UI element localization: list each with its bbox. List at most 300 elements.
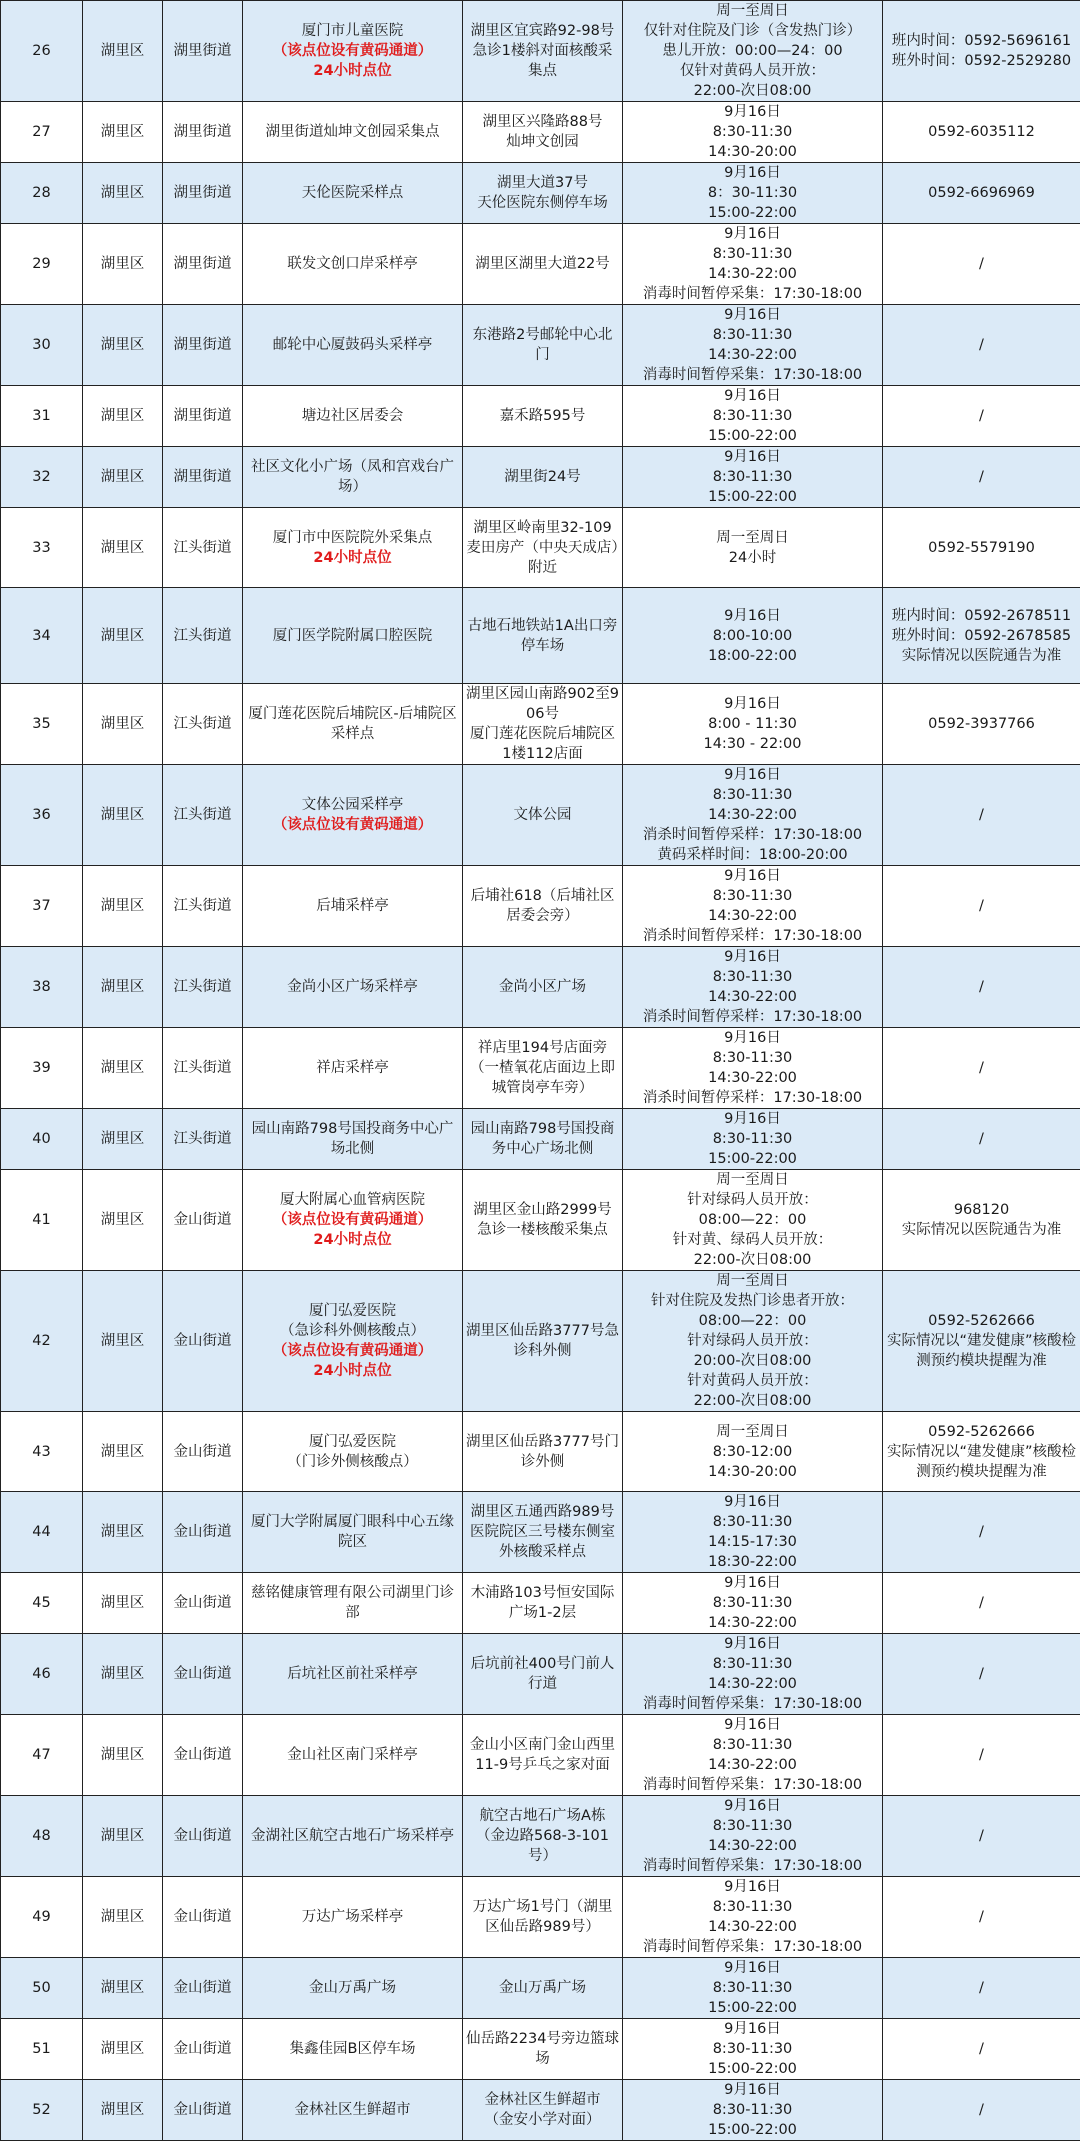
- site-name-line: 湖里街道灿坤文创园采集点: [246, 122, 459, 142]
- address-cell: [463, 1796, 623, 1877]
- site-name-cell: [243, 1109, 463, 1170]
- site-name-line: 金山社区南门采样亭: [246, 1745, 459, 1765]
- site-name-cell: [243, 1412, 463, 1492]
- table-row: [1, 224, 1080, 305]
- district-cell: 湖里区: [83, 1958, 163, 2019]
- opening-time-line: 消杀时间暂停采样：17:30-18:00: [626, 1088, 879, 1108]
- street-cell: 江头街道: [163, 1109, 243, 1170]
- opening-time-line: 15:00-22:00: [626, 2120, 879, 2140]
- district-cell: 湖里区: [83, 1573, 163, 1634]
- district-cell: 湖里区: [83, 224, 163, 305]
- site-name-line: 联发文创口岸采样亭: [246, 254, 459, 274]
- opening-time-line: 9月16日: [626, 1573, 879, 1593]
- address-line: 后坑前社400号门前人行道: [466, 1654, 619, 1694]
- contact-phone-cell: [883, 1170, 1080, 1271]
- opening-time-line: 18:00-22:00: [626, 646, 879, 666]
- address-cell: [463, 224, 623, 305]
- contact-phone-line: /: [886, 2100, 1077, 2120]
- row-number-cell: 41: [1, 1170, 83, 1271]
- site-name-cell: [243, 386, 463, 447]
- address-cell: [463, 1492, 623, 1573]
- site-name-line: 厦门莲花医院后埔院区-后埔院区采样点: [246, 704, 459, 744]
- site-name-line: 金林社区生鲜超市: [246, 2100, 459, 2120]
- table-row: [1, 1958, 1080, 2019]
- contact-phone-cell: [883, 224, 1080, 305]
- district-cell: 湖里区: [83, 163, 163, 224]
- address-line: 湖里区兴隆路88号: [466, 112, 619, 132]
- opening-time-line: 15:00-22:00: [626, 487, 879, 507]
- address-line: 航空古地石广场A栋: [466, 1806, 619, 1826]
- opening-time-cell: [623, 1877, 883, 1958]
- opening-time-cell: [623, 1958, 883, 2019]
- opening-time-line: 22:00-次日08:00: [626, 81, 879, 101]
- street-cell: 金山街道: [163, 1877, 243, 1958]
- opening-time-line: 9月16日: [626, 694, 879, 714]
- street-cell: 金山街道: [163, 1492, 243, 1573]
- opening-time-line: 9月16日: [626, 1715, 879, 1735]
- address-cell: [463, 947, 623, 1028]
- address-cell: [463, 1877, 623, 1958]
- opening-time-line: 8:30-11:30: [626, 2100, 879, 2120]
- contact-phone-line: /: [886, 805, 1077, 825]
- site-name-line: 厦大附属心血管病医院: [246, 1190, 459, 1210]
- district-cell: 湖里区: [83, 1634, 163, 1715]
- opening-time-line: 周一至周日: [626, 1170, 879, 1190]
- site-name-cell: [243, 1271, 463, 1412]
- opening-time-line: 22:00-次日08:00: [626, 1250, 879, 1270]
- contact-phone-line: 0592-6696969: [886, 183, 1077, 203]
- contact-phone-cell: [883, 588, 1080, 684]
- table-row: [1, 1109, 1080, 1170]
- site-name-cell: [243, 1, 463, 102]
- table-row: [1, 1, 1080, 102]
- site-name-line: 厦门医学院附属口腔医院: [246, 626, 459, 646]
- table-row: [1, 102, 1080, 163]
- site-name-cell: [243, 2019, 463, 2080]
- opening-time-line: 9月16日: [626, 386, 879, 406]
- address-cell: [463, 2019, 623, 2080]
- opening-time-line: 8:30-12:00: [626, 1442, 879, 1462]
- district-cell: 湖里区: [83, 1715, 163, 1796]
- contact-phone-line: 班外时间：0592-2529280: [886, 51, 1077, 71]
- table-row: [1, 1715, 1080, 1796]
- contact-phone-line: /: [886, 1058, 1077, 1078]
- contact-phone-line: /: [886, 335, 1077, 355]
- contact-phone-line: 0592-5579190: [886, 538, 1077, 558]
- opening-time-cell: [623, 1492, 883, 1573]
- opening-time-line: 15:00-22:00: [626, 1149, 879, 1169]
- opening-time-cell: [623, 102, 883, 163]
- opening-time-line: 9月16日: [626, 866, 879, 886]
- opening-time-line: 9月16日: [626, 102, 879, 122]
- opening-time-line: 消毒时间暂停采集：17:30-18:00: [626, 1937, 879, 1957]
- table-row: [1, 1492, 1080, 1573]
- opening-time-cell: [623, 765, 883, 866]
- opening-time-line: 8:30-11:30: [626, 244, 879, 264]
- contact-phone-cell: [883, 1028, 1080, 1109]
- table-row: [1, 1271, 1080, 1412]
- row-number-cell: 31: [1, 386, 83, 447]
- address-line: 金尚小区广场: [466, 977, 619, 997]
- site-name-line: 厦门弘爱医院: [246, 1432, 459, 1452]
- address-cell: [463, 1634, 623, 1715]
- street-cell: 江头街道: [163, 1028, 243, 1109]
- site-name-line: （急诊科外侧核酸点）: [246, 1321, 459, 1341]
- site-name-cell: [243, 1492, 463, 1573]
- opening-time-line: 消毒时间暂停采集：17:30-18:00: [626, 1694, 879, 1714]
- address-cell: [463, 866, 623, 947]
- contact-phone-cell: [883, 765, 1080, 866]
- opening-time-line: 9月16日: [626, 947, 879, 967]
- address-cell: [463, 1109, 623, 1170]
- opening-time-line: 14:30-22:00: [626, 1917, 879, 1937]
- address-line: 古地石地铁站1A出口旁停车场: [466, 616, 619, 656]
- site-name-line: 24小时点位: [246, 1230, 459, 1250]
- address-cell: [463, 1, 623, 102]
- opening-time-line: 周一至周日: [626, 1422, 879, 1442]
- opening-time-line: 22:00-次日08:00: [626, 1391, 879, 1411]
- opening-time-cell: [623, 866, 883, 947]
- address-cell: [463, 102, 623, 163]
- street-cell: 湖里街道: [163, 305, 243, 386]
- opening-time-line: 消杀时间暂停采样：17:30-18:00: [626, 1007, 879, 1027]
- row-number-cell: 26: [1, 1, 83, 102]
- opening-time-line: 9月16日: [626, 1028, 879, 1048]
- contact-phone-cell: [883, 447, 1080, 508]
- site-name-cell: [243, 224, 463, 305]
- district-cell: 湖里区: [83, 1, 163, 102]
- table-row: [1, 1796, 1080, 1877]
- contact-phone-cell: [883, 1715, 1080, 1796]
- row-number-cell: 37: [1, 866, 83, 947]
- street-cell: 湖里街道: [163, 102, 243, 163]
- district-cell: 湖里区: [83, 447, 163, 508]
- table-row: [1, 305, 1080, 386]
- row-number-cell: 35: [1, 684, 83, 765]
- site-name-cell: [243, 1877, 463, 1958]
- address-line: 金林社区生鲜超市: [466, 2090, 619, 2110]
- address-cell: [463, 447, 623, 508]
- table-row: [1, 947, 1080, 1028]
- opening-time-line: 8:00-10:00: [626, 626, 879, 646]
- opening-time-line: 14:30-22:00: [626, 1836, 879, 1856]
- site-name-line: 慈铭健康管理有限公司湖里门诊部: [246, 1583, 459, 1623]
- opening-time-line: 14:30-20:00: [626, 142, 879, 162]
- opening-time-line: 8:30-11:30: [626, 1129, 879, 1149]
- opening-time-line: 14:30-22:00: [626, 906, 879, 926]
- address-line: 仙岳路2234号旁边篮球场: [466, 2029, 619, 2069]
- table-row: [1, 386, 1080, 447]
- district-cell: 湖里区: [83, 508, 163, 588]
- row-number-cell: 28: [1, 163, 83, 224]
- opening-time-cell: [623, 305, 883, 386]
- opening-time-line: 9月16日: [626, 163, 879, 183]
- opening-time-cell: [623, 1028, 883, 1109]
- table-row: [1, 508, 1080, 588]
- opening-time-line: 8:30-11:30: [626, 1654, 879, 1674]
- site-name-cell: [243, 1573, 463, 1634]
- opening-time-line: 针对住院及发热门诊患者开放：: [626, 1291, 879, 1311]
- row-number-cell: 48: [1, 1796, 83, 1877]
- district-cell: 湖里区: [83, 1412, 163, 1492]
- table-row: [1, 588, 1080, 684]
- site-name-line: 厦门弘爱医院: [246, 1301, 459, 1321]
- street-cell: 金山街道: [163, 2019, 243, 2080]
- contact-phone-line: 实际情况以“建发健康”核酸检测预约模块提醒为准: [886, 1442, 1077, 1482]
- address-cell: [463, 1958, 623, 2019]
- contact-phone-cell: [883, 1877, 1080, 1958]
- opening-time-line: 针对黄、绿码人员开放：: [626, 1230, 879, 1250]
- opening-time-line: 8:30-11:30: [626, 406, 879, 426]
- opening-time-cell: [623, 2019, 883, 2080]
- address-line: 灿坤文创园: [466, 132, 619, 152]
- row-number-cell: 36: [1, 765, 83, 866]
- opening-time-line: 14:30-22:00: [626, 264, 879, 284]
- site-name-line: 社区文化小广场（凤和宫戏台广场）: [246, 457, 459, 497]
- address-cell: [463, 386, 623, 447]
- contact-phone-line: /: [886, 1978, 1077, 1998]
- row-number-cell: 34: [1, 588, 83, 684]
- opening-time-line: 消杀时间暂停采样：17:30-18:00: [626, 825, 879, 845]
- contact-phone-line: /: [886, 2039, 1077, 2059]
- street-cell: 金山街道: [163, 1170, 243, 1271]
- contact-phone-cell: [883, 1412, 1080, 1492]
- table-row: [1, 765, 1080, 866]
- contact-phone-cell: [883, 163, 1080, 224]
- site-name-cell: [243, 1796, 463, 1877]
- street-cell: 金山街道: [163, 1796, 243, 1877]
- site-name-line: 厦门市中医院院外采集点: [246, 528, 459, 548]
- opening-time-cell: [623, 224, 883, 305]
- contact-phone-line: /: [886, 1826, 1077, 1846]
- district-cell: 湖里区: [83, 588, 163, 684]
- opening-time-line: 消毒时间暂停采集：17:30-18:00: [626, 1856, 879, 1876]
- contact-phone-line: 班内时间：0592-2678511: [886, 606, 1077, 626]
- opening-time-line: 14:30-22:00: [626, 1755, 879, 1775]
- site-name-cell: [243, 684, 463, 765]
- opening-time-line: 15:00-22:00: [626, 203, 879, 223]
- row-number-cell: 42: [1, 1271, 83, 1412]
- opening-time-line: 08:00—22：00: [626, 1210, 879, 1230]
- district-cell: 湖里区: [83, 1492, 163, 1573]
- address-line: 湖里区五通西路989号: [466, 1502, 619, 1522]
- contact-phone-cell: [883, 1634, 1080, 1715]
- opening-time-line: 周一至周日: [626, 1, 879, 21]
- address-cell: [463, 588, 623, 684]
- opening-time-line: 14:30-22:00: [626, 1613, 879, 1633]
- opening-time-line: 8:30-11:30: [626, 1978, 879, 1998]
- site-name-line: 邮轮中心厦鼓码头采样亭: [246, 335, 459, 355]
- site-name-line: （该点位设有黄码通道）: [246, 41, 459, 61]
- site-name-line: 24小时点位: [246, 548, 459, 568]
- street-cell: 江头街道: [163, 508, 243, 588]
- address-cell: [463, 1170, 623, 1271]
- site-name-cell: [243, 866, 463, 947]
- contact-phone-line: /: [886, 896, 1077, 916]
- site-name-cell: [243, 1634, 463, 1715]
- opening-time-line: 针对黄码人员开放：: [626, 1371, 879, 1391]
- street-cell: 江头街道: [163, 947, 243, 1028]
- site-name-line: 文体公园采样亭: [246, 795, 459, 815]
- opening-time-line: 8：30-11:30: [626, 183, 879, 203]
- contact-phone-line: /: [886, 254, 1077, 274]
- table-row: [1, 684, 1080, 765]
- opening-time-line: 18:30-22:00: [626, 1552, 879, 1572]
- site-name-line: （该点位设有黄码通道）: [246, 1341, 459, 1361]
- row-number-cell: 29: [1, 224, 83, 305]
- site-name-line: （该点位设有黄码通道）: [246, 815, 459, 835]
- opening-time-line: 14:30-22:00: [626, 1674, 879, 1694]
- site-name-cell: [243, 1028, 463, 1109]
- row-number-cell: 51: [1, 2019, 83, 2080]
- street-cell: 湖里街道: [163, 224, 243, 305]
- address-cell: [463, 1028, 623, 1109]
- address-line: 东港路2号邮轮中心北门: [466, 325, 619, 365]
- opening-time-line: 8:30-11:30: [626, 967, 879, 987]
- site-name-cell: [243, 1958, 463, 2019]
- site-name-cell: [243, 447, 463, 508]
- opening-time-line: 周一至周日: [626, 1271, 879, 1291]
- opening-time-line: 8:30-11:30: [626, 325, 879, 345]
- contact-phone-line: /: [886, 467, 1077, 487]
- street-cell: 江头街道: [163, 866, 243, 947]
- contact-phone-line: 0592-3937766: [886, 714, 1077, 734]
- table-body: [1, 1, 1080, 2141]
- site-name-line: 厦门市儿童医院: [246, 21, 459, 41]
- contact-phone-cell: [883, 1271, 1080, 1412]
- opening-time-line: 消毒时间暂停采集：17:30-18:00: [626, 1775, 879, 1795]
- site-name-line: 后坑社区前社采样亭: [246, 1664, 459, 1684]
- contact-phone-line: /: [886, 1593, 1077, 1613]
- site-name-cell: [243, 1170, 463, 1271]
- contact-phone-line: /: [886, 1664, 1077, 1684]
- opening-time-cell: [623, 386, 883, 447]
- row-number-cell: 46: [1, 1634, 83, 1715]
- opening-time-cell: [623, 508, 883, 588]
- street-cell: 金山街道: [163, 1634, 243, 1715]
- table-row: [1, 2019, 1080, 2080]
- street-cell: 湖里街道: [163, 447, 243, 508]
- site-name-cell: [243, 2080, 463, 2141]
- site-name-cell: [243, 305, 463, 386]
- site-name-line: 集鑫佳园B区停车场: [246, 2039, 459, 2059]
- opening-time-line: 20:00-次日08:00: [626, 1351, 879, 1371]
- contact-phone-line: /: [886, 1907, 1077, 1927]
- opening-time-line: 8:30-11:30: [626, 785, 879, 805]
- opening-time-line: 9月16日: [626, 1877, 879, 1897]
- address-line: 木浦路103号恒安国际广场1-2层: [466, 1583, 619, 1623]
- site-name-line: 厦门大学附属厦门眼科中心五缘院区: [246, 1512, 459, 1552]
- table-row: [1, 866, 1080, 947]
- street-cell: 金山街道: [163, 2080, 243, 2141]
- district-cell: 湖里区: [83, 1170, 163, 1271]
- address-cell: [463, 1412, 623, 1492]
- row-number-cell: 30: [1, 305, 83, 386]
- address-cell: [463, 2080, 623, 2141]
- street-cell: 金山街道: [163, 1573, 243, 1634]
- opening-time-line: 8:30-11:30: [626, 1816, 879, 1836]
- street-cell: 金山街道: [163, 1958, 243, 2019]
- site-name-line: 祥店采样亭: [246, 1058, 459, 1078]
- address-cell: [463, 1573, 623, 1634]
- opening-time-line: 14:30-22:00: [626, 805, 879, 825]
- contact-phone-line: 968120: [886, 1200, 1077, 1220]
- address-line: 天伦医院东侧停车场: [466, 193, 619, 213]
- district-cell: 湖里区: [83, 1877, 163, 1958]
- address-line: 湖里区宜宾路92-98号: [466, 21, 619, 41]
- opening-time-cell: [623, 947, 883, 1028]
- opening-time-line: 9月16日: [626, 224, 879, 244]
- opening-time-cell: [623, 1109, 883, 1170]
- contact-phone-line: /: [886, 1522, 1077, 1542]
- address-line: 厦门莲花医院后埔院区1楼112店面: [466, 724, 619, 764]
- opening-time-line: 14:30-22:00: [626, 987, 879, 1007]
- street-cell: 金山街道: [163, 1271, 243, 1412]
- opening-time-cell: [623, 588, 883, 684]
- opening-time-line: 针对绿码人员开放：: [626, 1190, 879, 1210]
- district-cell: 湖里区: [83, 1028, 163, 1109]
- address-cell: [463, 1715, 623, 1796]
- opening-time-line: 14:30-22:00: [626, 345, 879, 365]
- street-cell: 湖里街道: [163, 386, 243, 447]
- site-name-line: 金山万禹广场: [246, 1978, 459, 1998]
- contact-phone-cell: [883, 1109, 1080, 1170]
- table-row: [1, 1877, 1080, 1958]
- street-cell: 金山街道: [163, 1412, 243, 1492]
- opening-time-line: 15:00-22:00: [626, 426, 879, 446]
- address-line: 麦田房产（中央天成店）附近: [466, 538, 619, 578]
- opening-time-line: 8:30-11:30: [626, 886, 879, 906]
- address-line: 湖里区金山路2999号: [466, 1200, 619, 1220]
- opening-time-line: 14:30-22:00: [626, 1068, 879, 1088]
- opening-time-line: 14:30 - 22:00: [626, 734, 879, 754]
- opening-time-line: 24小时: [626, 548, 879, 568]
- site-name-line: 园山南路798号国投商务中心广场北侧: [246, 1119, 459, 1159]
- row-number-cell: 49: [1, 1877, 83, 1958]
- opening-time-line: 9月16日: [626, 447, 879, 467]
- opening-time-line: 消杀时间暂停采样：17:30-18:00: [626, 926, 879, 946]
- address-line: （金安小学对面）: [466, 2110, 619, 2130]
- site-name-line: 金尚小区广场采样亭: [246, 977, 459, 997]
- row-number-cell: 44: [1, 1492, 83, 1573]
- row-number-cell: 50: [1, 1958, 83, 2019]
- opening-time-line: 周一至周日: [626, 528, 879, 548]
- address-line: 湖里区岭南里32-109: [466, 518, 619, 538]
- opening-time-line: 15:00-22:00: [626, 1998, 879, 2018]
- district-cell: 湖里区: [83, 2080, 163, 2141]
- site-name-line: 金湖社区航空古地石广场采样亭: [246, 1826, 459, 1846]
- street-cell: 江头街道: [163, 684, 243, 765]
- table-row: [1, 1634, 1080, 1715]
- address-line: 急诊1楼斜对面核酸采集点: [466, 41, 619, 81]
- opening-time-cell: [623, 163, 883, 224]
- opening-time-cell: [623, 1715, 883, 1796]
- contact-phone-line: 0592-6035112: [886, 122, 1077, 142]
- contact-phone-line: 0592-5262666: [886, 1422, 1077, 1442]
- opening-time-line: 黄码采样时间：18:00-20:00: [626, 845, 879, 865]
- site-name-line: 万达广场采样亭: [246, 1907, 459, 1927]
- contact-phone-line: 实际情况以医院通告为准: [886, 1220, 1077, 1240]
- contact-phone-line: 0592-5262666: [886, 1311, 1077, 1331]
- contact-phone-cell: [883, 2019, 1080, 2080]
- contact-phone-cell: [883, 684, 1080, 765]
- row-number-cell: 52: [1, 2080, 83, 2141]
- site-name-cell: [243, 947, 463, 1028]
- opening-time-cell: [623, 1271, 883, 1412]
- opening-time-line: 8:30-11:30: [626, 1048, 879, 1068]
- opening-time-line: 8:30-11:30: [626, 1512, 879, 1532]
- table-row: [1, 1573, 1080, 1634]
